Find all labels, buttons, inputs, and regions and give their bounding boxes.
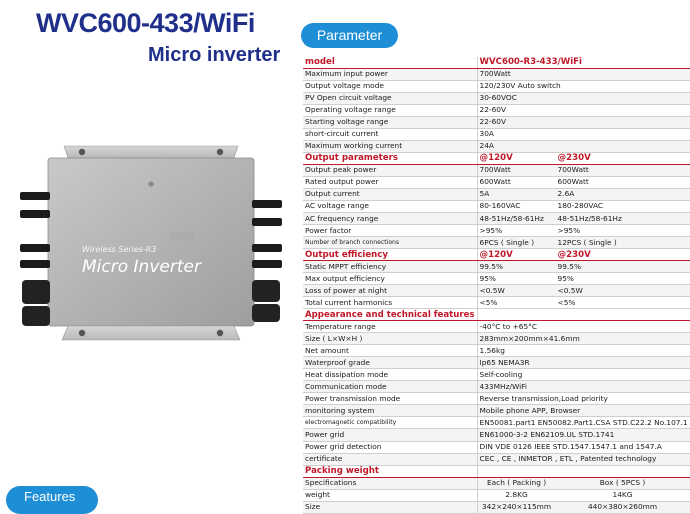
table-cell: Mobile phone APP, Browser [477,405,690,417]
table-row [303,165,690,177]
table-row [303,285,690,297]
table-cell: <0.5W [477,285,556,297]
table-cell: EN50081.part1 EN50082.Part1.CSA STD.C22.2 No.107.1 [477,417,690,429]
table-cell: 12PCS ( Single ) [556,237,690,249]
table-cell: Number of branch connections [303,237,477,249]
table-cell: <5% [556,297,690,309]
features-tab[interactable]: Features [6,486,98,514]
table-cell: model [303,57,477,69]
table-cell: 95% [477,273,556,285]
table-cell: <5% [477,297,556,309]
table-cell: PV Open circuit voltage [303,93,477,105]
table-cell: Max output efficiency [303,273,477,285]
table-cell [477,465,690,477]
table-cell: Output parameters [303,153,477,165]
table-cell: WVC600-R3-433/WiFi [477,57,690,69]
table-cell: @230V [556,249,690,261]
table-row [303,369,690,381]
table-cell: 22-60V [477,117,690,129]
table-cell: 180-280VAC [556,201,690,213]
table-cell: @230V [556,153,690,165]
table-cell: Box ( 5PCS ) [556,477,690,489]
table-cell: Maximum working current [303,141,477,153]
table-cell: DIN VDE 0126 IEEE STD.1547.1547.1 and 1547.A [477,441,690,453]
table-row [303,333,690,345]
table-row [303,357,690,369]
table-row [303,477,690,489]
table-cell: Starting voltage range [303,117,477,129]
table-row [303,129,690,141]
table-cell: Operating voltage range [303,105,477,117]
table-cell: Communication mode [303,381,477,393]
table-row [303,501,690,513]
table-row [303,297,690,309]
table-cell: 2.6A [556,189,690,201]
table-cell: 30-60VOC [477,93,690,105]
table-cell: 342×240×115mm [477,501,556,513]
table-cell: 440×380×260mm [556,501,690,513]
table-cell: Static MPPT efficiency [303,261,477,273]
table-row [303,273,690,285]
table-row [303,237,690,249]
table-cell: 433MHz/WiFi [477,381,690,393]
table-cell: weight [303,489,477,501]
table-row [303,225,690,237]
product-label: Micro Inverter [82,257,201,277]
table-row [303,381,690,393]
table-cell: Reverse transmission,Load priority [477,393,690,405]
table-row [303,69,690,81]
table-cell: Net amount [303,345,477,357]
table-cell: -40°C to +65°C [477,321,690,333]
parameter-table [303,57,690,514]
table-cell: >95% [556,225,690,237]
table-cell: 700Watt [477,69,690,81]
table-cell: Waterproof grade [303,357,477,369]
table-cell: Power grid detection [303,441,477,453]
table-row [303,249,690,261]
table-cell: 5A [477,189,556,201]
table-cell: EN61000-3-2 EN62109.UL STD.1741 [477,429,690,441]
table-cell: AC voltage range [303,201,477,213]
table-cell: 14KG [556,489,690,501]
table-cell: AC frequency range [303,213,477,225]
table-cell: 48-51Hz/58-61Hz [556,213,690,225]
table-row [303,345,690,357]
table-cell: Rated output power [303,177,477,189]
table-cell: short-circuit current [303,129,477,141]
table-cell: 700Watt [556,165,690,177]
inverter-image [20,140,282,350]
table-row [303,321,690,333]
table-cell: CEC , CE , INMETOR , ETL , Patented technology [477,453,690,465]
table-cell: Power transmission mode [303,393,477,405]
table-row [303,465,690,477]
table-cell: Output peak power [303,165,477,177]
table-cell: Appearance and technical features [303,309,477,321]
table-cell: monitoring system [303,405,477,417]
table-row [303,489,690,501]
product-model-title: WVC600-433/WiFi [36,8,255,38]
table-cell: 120/230V Auto switch [477,81,690,93]
table-cell: 700Watt [477,165,556,177]
table-cell: 600Watt [477,177,556,189]
series-label: Wireless Series-R3 [82,245,157,254]
table-cell: Size [303,501,477,513]
table-row [303,177,690,189]
table-row [303,405,690,417]
table-row [303,441,690,453]
table-row [303,93,690,105]
table-row [303,141,690,153]
product-subtitle: Micro inverter [148,44,281,66]
table-cell: 99.5% [477,261,556,273]
table-cell: Output efficiency [303,249,477,261]
table-cell: 6PCS ( Single ) [477,237,556,249]
table-cell: 99.5% [556,261,690,273]
table-row [303,201,690,213]
table-cell: Maximum input power [303,69,477,81]
table-cell: 22-60V [477,105,690,117]
table-cell: 30A [477,129,690,141]
table-cell: 283mm×200mm×41.6mm [477,333,690,345]
table-cell: Size ( L×W×H ) [303,333,477,345]
table-row [303,213,690,225]
table-cell: @120V [477,153,556,165]
table-cell: Temperature range [303,321,477,333]
table-cell: <0.5W [556,285,690,297]
table-row [303,309,690,321]
table-cell: electromagnetic compatibility [303,417,477,429]
table-cell: Ip65 NEMA3R [477,357,690,369]
table-cell: 48-51Hz/58-61Hz [477,213,556,225]
table-cell: 600Watt [556,177,690,189]
table-row [303,261,690,273]
table-cell: 1.56kg [477,345,690,357]
parameter-tab[interactable]: Parameter [301,23,398,48]
table-cell: Total current harmonics [303,297,477,309]
table-cell: Heat dissipation mode [303,369,477,381]
table-cell: Output voltage mode [303,81,477,93]
table-row [303,153,690,165]
table-row [303,393,690,405]
table-row [303,429,690,441]
table-row [303,453,690,465]
table-cell: 95% [556,273,690,285]
table-cell: Specifications [303,477,477,489]
table-row [303,105,690,117]
table-row [303,417,690,429]
table-cell: 24A [477,141,690,153]
table-cell: Power grid [303,429,477,441]
table-cell: Self-cooling [477,369,690,381]
table-row [303,57,690,69]
table-row [303,81,690,93]
table-row [303,189,690,201]
table-cell: Power factor [303,225,477,237]
table-cell [477,309,690,321]
table-cell: Each ( Packing ) [477,477,556,489]
table-cell: Packing weight [303,465,477,477]
table-cell: >95% [477,225,556,237]
table-cell: 80-160VAC [477,201,556,213]
table-cell: Output current [303,189,477,201]
table-cell: Loss of power at night [303,285,477,297]
table-cell: certificate [303,453,477,465]
table-cell: 2.8KG [477,489,556,501]
table-row [303,117,690,129]
table-cell: @120V [477,249,556,261]
